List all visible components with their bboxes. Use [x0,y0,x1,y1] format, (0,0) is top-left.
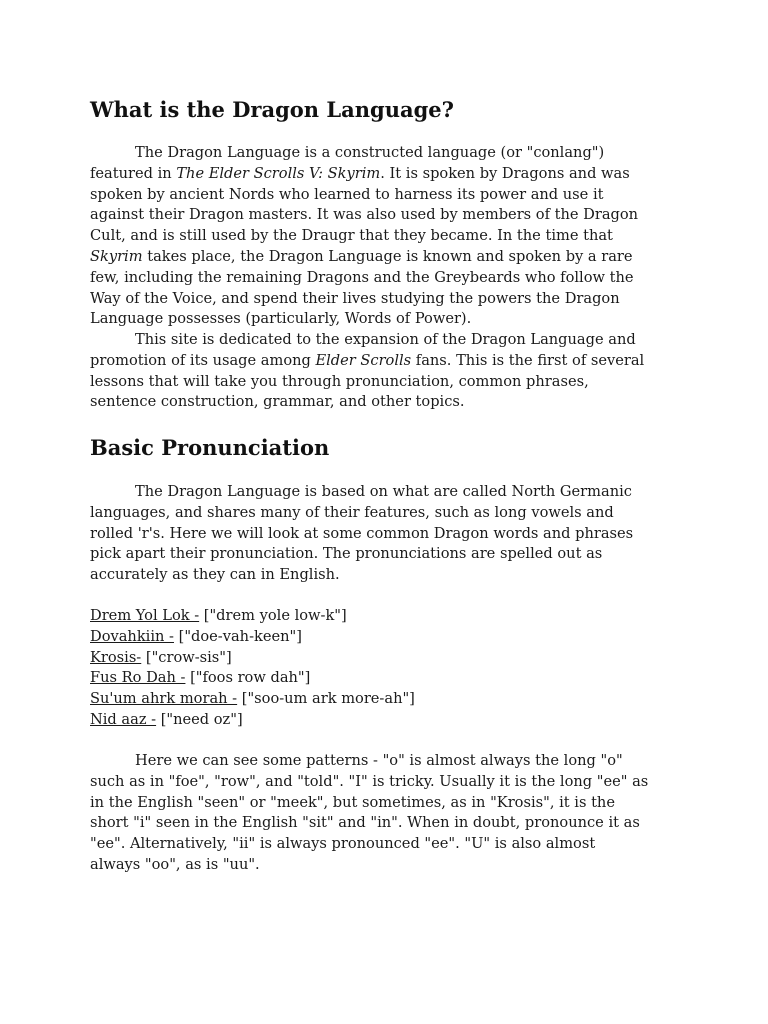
intro-text-a: The Dragon Language is a constructed language (or "conlang") featured in [90,144,605,182]
dragon-word: Fus Ro Dah - [90,669,186,687]
dragon-word: Krosis- [90,648,142,666]
purpose-text-a: This site is dedicated to the expansion of the Dragon Language and promotion of its usage among [90,331,636,369]
skyrim-italic: Skyrim [90,247,143,265]
list-item [90,627,415,648]
pronunciation-list [90,606,415,731]
pronunciation: ["doe-vah-keen"] [173,627,302,645]
list-item [90,710,415,731]
list-item [90,668,415,689]
list-item [90,606,415,627]
list-item [90,689,415,710]
elder-scrolls-italic: Elder Scrolls [315,351,412,369]
intro-paragraph [90,143,650,330]
dragon-word: Su'um ahrk morah - [90,690,238,708]
game-title-italic: The Elder Scrolls V: Skyrim [176,164,381,182]
pronunciation: ["soo-um ark more-ah"] [237,690,415,708]
intro-text-c: . It is spoken by Dragons and was spoken by ancient Nords who learned to harness its power and use it against their Dragon masters. It was also used by members of the Dragon Cult, and is still used by the Draugr that they became. In the time that [90,164,639,245]
heading-dragon-language: What is the Dragon Language? [90,97,454,122]
purpose-text-c: fans. This is the first of several lessons that will take you through pronunciation, common phrases, sentence construction, grammar, and other topics. [90,351,645,411]
pronunciation-patterns-paragraph: Here we can see some patterns - "o" is almost always the long "o" such as in "foe", "row", and "told". "I" is tricky. Usually it is the long "ee" as in the English "seen" or "meek", but sometimes, as in "Krosis", it is the short "i" seen in the English "sit" and "in". When in doubt, pronounce it as "ee". Alternatively, "ii" is always pronounced "ee". "U" is also almost always "oo", as is "uu". [90,752,649,873]
dragon-word: Dovahkiin - [90,627,174,645]
list-item [90,648,415,669]
dragon-word: Drem Yol Lok - [90,607,200,624]
pronunciation: ["foos row dah"] [185,669,311,687]
intro-text-e: takes place, the Dragon Language is known and spoken by a rare few, including the remaining Dragons and the Greybeards who follow the Way of the Voice, and spend their lives studying the powers the Dragon Language possesses (particularly, Words of Power). [90,247,634,328]
pronunciation: ["need oz"] [156,710,243,728]
pronunciation: ["drem yole low-k"] [199,607,347,624]
site-purpose-paragraph [90,330,650,413]
pronunciation-intro-paragraph: The Dragon Language is based on what are called North Germanic languages, and shares many of their features, such as long vowels and rolled 'r's. Here we will look at some common Dragon words and phrases pick apart their pronunciation. The pronunciations are spelled out as accurately as they can in English. [90,483,634,584]
pronunciation: ["crow-sis"] [141,648,232,666]
dragon-word: Nid aaz - [90,710,157,728]
heading-basic-pronunciation: Basic Pronunciation [90,435,330,460]
